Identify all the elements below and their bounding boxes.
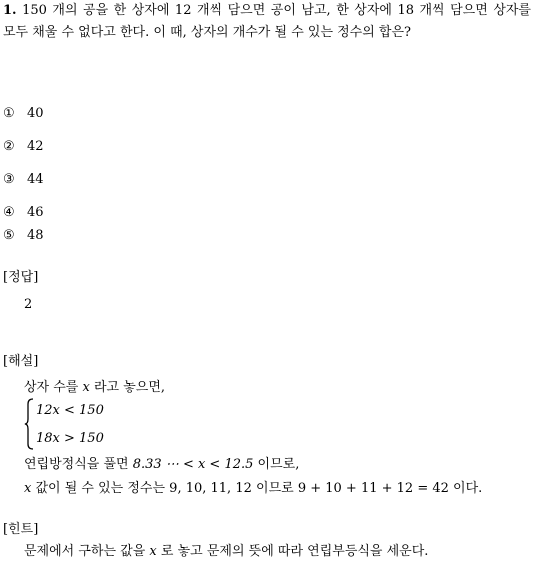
inequality-2: 18x > 150 xyxy=(36,431,104,446)
choice-value: 40 xyxy=(27,106,44,121)
explanation-label: [해설] xyxy=(3,354,39,369)
text-segment: 이다. xyxy=(448,481,483,496)
explanation-line-2 xyxy=(24,455,299,475)
choice-value: 46 xyxy=(27,205,44,220)
explanation-line-1 xyxy=(24,378,165,398)
choice-mark: ① xyxy=(3,106,15,121)
choice-mark: ⑤ xyxy=(3,228,15,243)
choice-mark: ② xyxy=(3,139,15,154)
text-segment: 문제에서 구하는 값을 xyxy=(24,544,150,559)
choice-5[interactable] xyxy=(3,226,44,246)
choice-3[interactable] xyxy=(3,170,44,190)
inequality-1: 12x < 150 xyxy=(36,403,104,418)
question-body: 150 개의 공을 한 상자에 12 개씩 담으면 공이 남고, 한 상자에 18 개씩 담으면 상자를 모두 채울 수 없다고 한다. 이 때, 상자의 개수가 될 수 있는 정수의 합은? xyxy=(3,3,531,40)
question-text xyxy=(3,0,531,43)
choice-mark: ③ xyxy=(3,172,15,187)
hint-label: [힌트] xyxy=(3,522,39,537)
text-segment: 이므로 xyxy=(251,481,298,496)
inequality-system xyxy=(24,398,164,450)
hint-text xyxy=(24,542,428,562)
choice-mark: ④ xyxy=(3,205,15,220)
text-segment: 로 놓고 문제의 뜻에 따라 연립부등식을 세운다. xyxy=(156,544,429,559)
question-number: 1. xyxy=(3,3,17,18)
text-segment: 라고 놓으면, xyxy=(89,380,166,395)
explanation-line-3 xyxy=(24,479,482,499)
choice-2[interactable] xyxy=(3,137,44,157)
choice-value: 42 xyxy=(27,139,44,154)
answer-label: [정답] xyxy=(3,270,39,285)
answer-value: 2 xyxy=(24,297,33,312)
choice-value: 44 xyxy=(27,172,44,187)
math-variable: x xyxy=(149,544,157,559)
text-segment: 상자 수를 xyxy=(24,380,83,395)
math-expression: 9, 10, 11, 12 xyxy=(169,481,252,496)
left-brace-icon xyxy=(24,398,34,450)
text-segment: 이므로, xyxy=(253,457,300,472)
choice-1[interactable] xyxy=(3,104,44,124)
math-expression: 9 + 10 + 11 + 12 = 42 xyxy=(297,481,449,496)
text-segment: 값이 될 수 있는 정수는 xyxy=(31,481,170,496)
choice-4[interactable] xyxy=(3,203,44,223)
text-segment: 연립방정식을 풀면 xyxy=(24,457,133,472)
math-expression: 8.33 ⋯ < x < 12.5 xyxy=(132,457,254,472)
math-variable: x xyxy=(82,380,90,395)
choice-value: 48 xyxy=(27,228,44,243)
math-variable: x xyxy=(24,481,32,496)
